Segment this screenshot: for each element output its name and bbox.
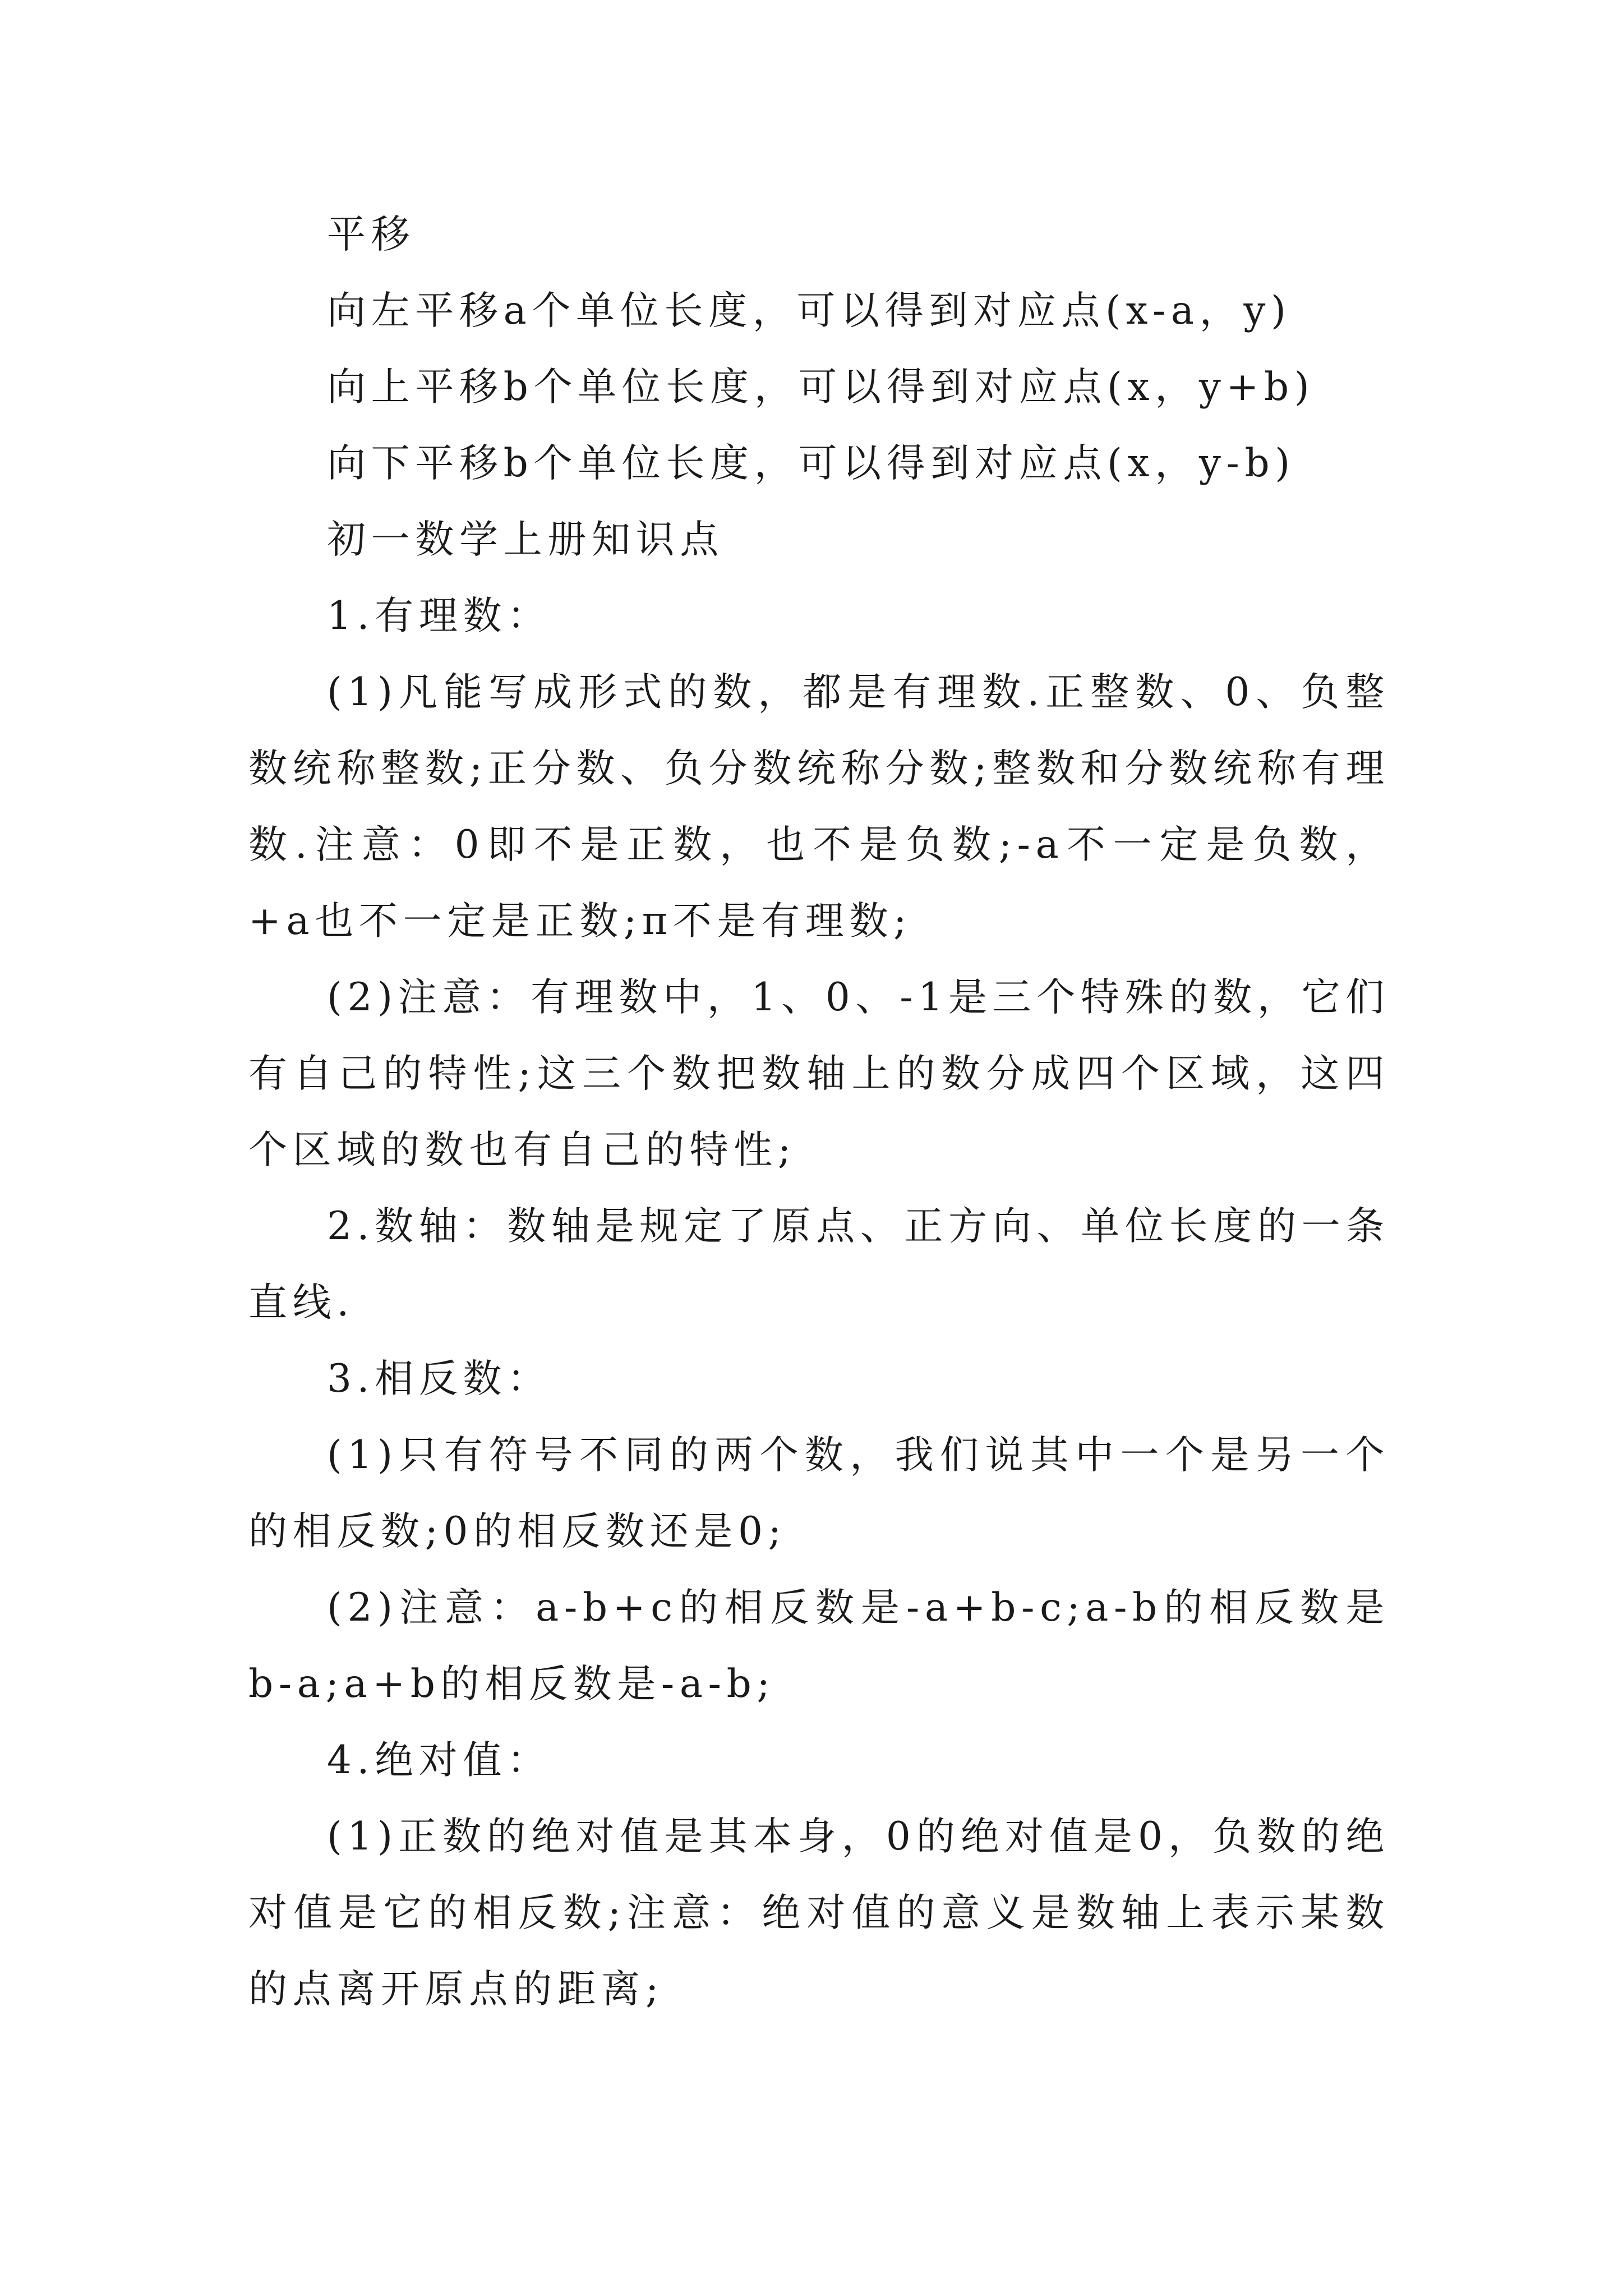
opposite-numbers-point-2: (2)注意：a-b+c的相反数是-a+b-c;a-b的相反数是b-a;a+b的相反数是-a-b; xyxy=(248,1585,1390,1706)
section-heading-translation: 平移 xyxy=(327,212,416,257)
item-number-line: 2.数轴：数轴是规定了原点、正方向、单位长度的一条直线. xyxy=(248,1204,1390,1325)
translation-up-rule: 向上平移b个单位长度，可以得到对应点(x，y+b) xyxy=(327,365,1315,409)
section-heading-knowledge-points: 初一数学上册知识点 xyxy=(327,517,724,562)
item-absolute-value-heading: 4.绝对值： xyxy=(327,1738,551,1783)
rational-numbers-point-2: (2)注意：有理数中，1、0、-1是三个特殊的数，它们有自己的特性;这三个数把数轴上的数分成四个区域，这四个区域的数也有自己的特性; xyxy=(248,975,1390,1172)
translation-left-rule: 向左平移a个单位长度，可以得到对应点(x-a，y) xyxy=(327,288,1292,333)
item-rational-numbers-heading: 1.有理数： xyxy=(327,593,551,638)
item-opposite-numbers-heading: 3.相反数： xyxy=(327,1356,551,1401)
document-page xyxy=(248,196,1390,2027)
opposite-numbers-point-1: (1)只有符号不同的两个数，我们说其中一个是另一个的相反数;0的相反数还是0; xyxy=(248,1433,1390,1554)
translation-down-rule: 向下平移b个单位长度，可以得到对应点(x，y-b) xyxy=(327,441,1295,486)
absolute-value-point-1: (1)正数的绝对值是其本身，0的绝对值是0，负数的绝对值是它的相反数;注意：绝对值的意义是数轴上表示某数的点离开原点的距离; xyxy=(248,1814,1390,2012)
rational-numbers-point-1: (1)凡能写成形式的数，都是有理数.正整数、0、负整数统称整数;正分数、负分数统称分数;整数和分数统称有理数.注意：0即不是正数，也不是负数;-a不一定是负数，+a也不一定是正数;π不是有理数; xyxy=(248,670,1390,944)
